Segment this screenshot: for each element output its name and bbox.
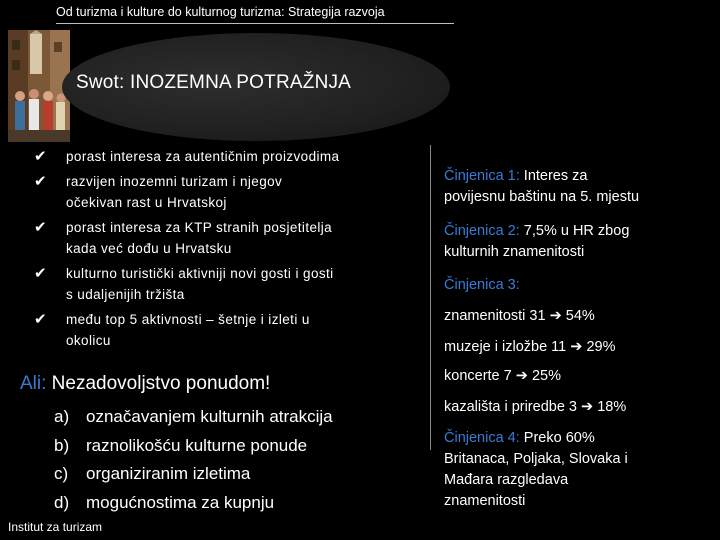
fact-3-item	[444, 306, 595, 327]
fact-2-text: 7,5% u HR zbog	[519, 223, 630, 239]
bullet-item	[10, 146, 420, 167]
arrow-right-icon: ➔	[549, 308, 562, 324]
fact-3	[444, 275, 520, 296]
ali-heading	[20, 373, 270, 395]
fact-4-text-3: Mađara razgledava	[444, 472, 569, 488]
fact-1-text-2: povijesnu baštinu na 5. mjestu	[444, 189, 640, 205]
footer-text: Institut za turizam	[8, 520, 103, 534]
fact-4-text-2: Britanaca, Poljaka, Slovaka i	[444, 451, 628, 467]
header-rule	[56, 23, 454, 24]
fact-3-label: Činjenica 3:	[444, 277, 520, 293]
fact-1	[444, 166, 639, 208]
check-icon: ✔	[34, 219, 47, 236]
bullet-list	[10, 146, 420, 355]
sub-item	[54, 460, 333, 489]
sub-item	[54, 432, 333, 461]
check-icon: ✔	[34, 311, 47, 328]
sub-text: mogućnostima za kupnju	[86, 492, 275, 512]
sub-item	[54, 403, 333, 432]
sub-list	[54, 403, 333, 517]
bullet-line: kulturno turistički aktivniji novi gosti i gosti	[66, 266, 334, 281]
ali-text: Nezadovoljstvo ponudom!	[46, 373, 271, 394]
fact-3-item	[444, 337, 616, 358]
fact-4-label: Činjenica 4:	[444, 430, 520, 446]
bullet-item	[10, 309, 420, 351]
sub-text: označavanjem kulturnih atrakcija	[86, 407, 333, 426]
bullet-item	[10, 217, 420, 259]
fact-2-text-2: kulturnih znamenitosti	[444, 244, 585, 260]
bullet-line: s udaljenijih tržišta	[66, 287, 185, 302]
arrow-right-icon: ➔	[581, 399, 594, 415]
fact-3-item	[444, 397, 626, 418]
fact-3-item-label: muzeje i izložbe 11	[444, 339, 567, 355]
bullet-line: kada već dođu u Hrvatsku	[66, 241, 232, 256]
fact-4	[444, 428, 628, 512]
bullet-line: porast interesa za KTP stranih posjetitelja	[66, 220, 333, 235]
ali-label: Ali:	[20, 373, 47, 394]
sub-text: raznolikošću kulturne ponude	[86, 435, 308, 455]
fact-4-text: Preko 60%	[519, 430, 595, 446]
arrow-right-icon: ➔	[570, 339, 583, 355]
street-photo	[8, 30, 70, 142]
check-icon: ✔	[34, 148, 47, 165]
fact-3-item	[444, 366, 561, 387]
fact-4-text-4: znamenitosti	[444, 493, 526, 509]
fact-1-text: Interes za	[519, 168, 588, 184]
fact-1-label: Činjenica 1:	[444, 168, 520, 184]
bullet-line: razvijen inozemni turizam i njegov	[66, 174, 283, 189]
bullet-item	[10, 263, 420, 305]
fact-2	[444, 221, 629, 263]
sub-text: organiziranim izletima	[86, 464, 251, 483]
sub-letter: d)	[54, 492, 70, 512]
bullet-line: porast interesa za autentičnim proizvodima	[66, 149, 340, 164]
sub-letter: b)	[54, 435, 70, 455]
fact-3-item-value: 18%	[597, 399, 627, 415]
column-divider	[430, 145, 431, 450]
header-title: Od turizma i kulture do kulturnog turizma: Strategija razvoja	[56, 5, 385, 19]
fact-3-item-label: znamenitosti 31	[444, 308, 546, 324]
check-icon: ✔	[34, 265, 47, 282]
bullet-line: okolicu	[66, 333, 111, 348]
check-icon: ✔	[34, 173, 47, 190]
sub-letter: c)	[54, 464, 69, 483]
bullet-line: među top 5 aktivnosti – šetnje i izleti u	[66, 312, 310, 327]
arrow-right-icon: ➔	[515, 368, 528, 384]
fact-3-item-label: koncerte 7	[444, 368, 512, 384]
fact-3-item-value: 54%	[565, 308, 595, 324]
sub-letter: a)	[54, 407, 70, 426]
fact-3-item-value: 29%	[586, 339, 616, 355]
bullet-item	[10, 171, 420, 213]
slide-title: Swot: INOZEMNA POTRAŽNJA	[76, 72, 352, 93]
fact-3-item-label: kazališta i priredbe 3	[444, 399, 577, 415]
fact-3-item-value: 25%	[531, 368, 561, 384]
bullet-line: očekivan rast u Hrvatskoj	[66, 195, 227, 210]
fact-2-label: Činjenica 2:	[444, 223, 520, 239]
sub-item	[54, 489, 333, 518]
